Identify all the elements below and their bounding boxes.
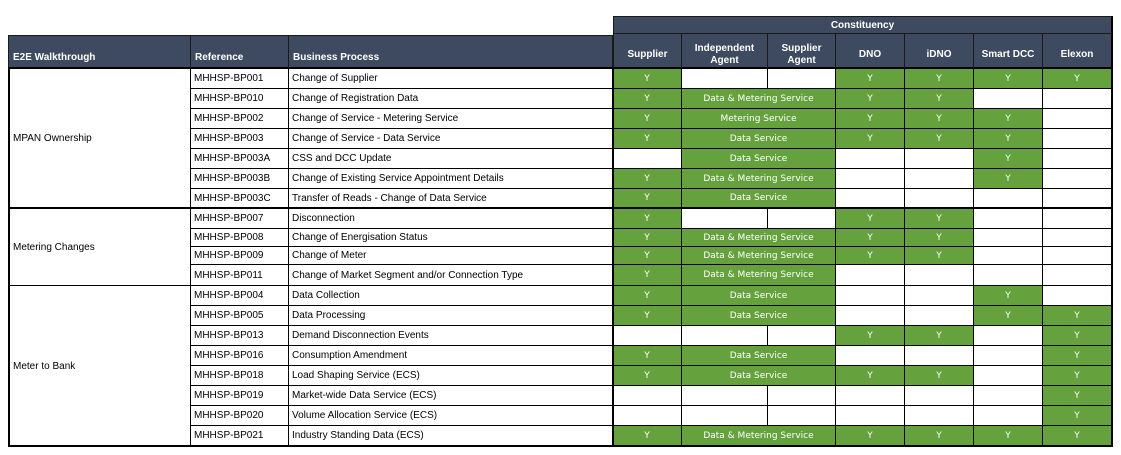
dno-cell: [836, 406, 905, 426]
idno-cell: [905, 406, 974, 426]
supplier-cell: Y: [613, 247, 682, 265]
supplier-cell: Y: [613, 229, 682, 247]
agent-service-cell: Metering Service: [682, 109, 836, 129]
business-process-cell: Data Collection: [289, 286, 613, 306]
agent-service-cell: Data Service: [682, 366, 836, 386]
elexon-cell: Y: [1043, 306, 1112, 326]
elexon-cell: [1043, 129, 1112, 149]
supplier-agent-cell: [768, 406, 836, 426]
reference-cell: MHHSP-BP004: [191, 286, 289, 306]
business-process-cell: Change of Meter: [289, 247, 613, 265]
smart-dcc-cell: [974, 189, 1043, 208]
business-process-header: Business Process: [289, 35, 613, 69]
dno-cell: Y: [836, 69, 905, 89]
dno-cell: Y: [836, 426, 905, 446]
smart-dcc-cell: Y: [974, 129, 1043, 149]
smart-dcc-cell: Y: [974, 109, 1043, 129]
agent-service-cell: Data & Metering Service: [682, 89, 836, 109]
smart-dcc-cell: [974, 247, 1043, 265]
idno-cell: [905, 286, 974, 306]
table-left-border: [8, 69, 10, 447]
supplier-cell: [613, 386, 682, 406]
reference-cell: MHHSP-BP007: [191, 209, 289, 229]
supplier-cell: Y: [613, 346, 682, 366]
independent-agent-cell: [682, 386, 768, 406]
idno-cell: Y: [905, 109, 974, 129]
supplier-agent-cell: [768, 69, 836, 89]
group-label-mpan-ownership: MPAN Ownership: [8, 69, 191, 208]
elexon-cell: Y: [1043, 346, 1112, 366]
dno-cell: Y: [836, 209, 905, 229]
reference-cell: MHHSP-BP020: [191, 406, 289, 426]
idno-cell: Y: [905, 229, 974, 247]
smart-dcc-cell: [974, 89, 1043, 109]
reference-cell: MHHSP-BP001: [191, 69, 289, 89]
business-process-cell: Change of Supplier: [289, 69, 613, 89]
reference-cell: MHHSP-BP003A: [191, 149, 289, 169]
smart-dcc-cell: Y: [974, 69, 1043, 89]
supplier-agent-header: Supplier Agent: [768, 34, 836, 69]
elexon-cell: [1043, 265, 1112, 286]
idno-cell: Y: [905, 426, 974, 446]
agent-service-cell: Data & Metering Service: [682, 169, 836, 189]
reference-cell: MHHSP-BP003: [191, 129, 289, 149]
idno-cell: [905, 346, 974, 366]
dno-cell: Y: [836, 247, 905, 265]
idno-cell: Y: [905, 69, 974, 89]
elexon-cell: Y: [1043, 426, 1112, 446]
business-process-cell: Change of Service - Metering Service: [289, 109, 613, 129]
supplier-cell: Y: [613, 69, 682, 89]
business-process-cell: Disconnection: [289, 209, 613, 229]
reference-cell: MHHSP-BP021: [191, 426, 289, 446]
supplier-cell: [613, 406, 682, 426]
independent-agent-cell: [682, 69, 768, 89]
business-process-cell: Demand Disconnection Events: [289, 326, 613, 346]
smart-dcc-cell: Y: [974, 426, 1043, 446]
smart-dcc-cell: [974, 366, 1043, 386]
group-label-metering-changes: Metering Changes: [8, 209, 191, 286]
dno-cell: [836, 346, 905, 366]
dno-cell: [836, 149, 905, 169]
elexon-cell: [1043, 209, 1112, 229]
supplier-cell: Y: [613, 209, 682, 229]
dno-cell: Y: [836, 326, 905, 346]
dno-cell: [836, 386, 905, 406]
agent-service-cell: Data Service: [682, 346, 836, 366]
constituency-header: Constituency: [613, 16, 1112, 34]
idno-cell: Y: [905, 89, 974, 109]
dno-header: DNO: [836, 34, 905, 69]
supplier-header: Supplier: [613, 34, 682, 69]
supplier-cell: [613, 149, 682, 169]
smart-dcc-cell: [974, 209, 1043, 229]
smart-dcc-cell: [974, 346, 1043, 366]
idno-cell: [905, 189, 974, 208]
supplier-cell: Y: [613, 366, 682, 386]
independent-agent-cell: [682, 326, 768, 346]
agent-service-cell: Data Service: [682, 189, 836, 208]
reference-cell: MHHSP-BP010: [191, 89, 289, 109]
table-right-border: [1111, 16, 1113, 447]
supplier-cell: Y: [613, 109, 682, 129]
column-divider: [612, 69, 614, 447]
reference-cell: MHHSP-BP005: [191, 306, 289, 326]
agent-service-cell: Data & Metering Service: [682, 426, 836, 446]
elexon-cell: [1043, 286, 1112, 306]
reference-cell: MHHSP-BP009: [191, 247, 289, 265]
elexon-cell: [1043, 149, 1112, 169]
business-process-cell: CSS and DCC Update: [289, 149, 613, 169]
smart-dcc-cell: Y: [974, 149, 1043, 169]
supplier-agent-cell: [768, 209, 836, 229]
dno-cell: [836, 265, 905, 286]
smart-dcc-cell: Y: [974, 306, 1043, 326]
supplier-cell: Y: [613, 426, 682, 446]
reference-cell: MHHSP-BP002: [191, 109, 289, 129]
elexon-cell: [1043, 229, 1112, 247]
agent-service-cell: Data Service: [682, 286, 836, 306]
smart-dcc-cell: [974, 326, 1043, 346]
dno-cell: [836, 189, 905, 208]
business-process-cell: Consumption Amendment: [289, 346, 613, 366]
idno-cell: Y: [905, 366, 974, 386]
idno-cell: Y: [905, 326, 974, 346]
idno-cell: [905, 149, 974, 169]
elexon-cell: [1043, 247, 1112, 265]
reference-cell: MHHSP-BP013: [191, 326, 289, 346]
smart-dcc-cell: Y: [974, 286, 1043, 306]
business-process-cell: Transfer of Reads - Change of Data Service: [289, 189, 613, 208]
idno-cell: Y: [905, 247, 974, 265]
reference-cell: MHHSP-BP018: [191, 366, 289, 386]
supplier-cell: Y: [613, 189, 682, 208]
independent-agent-header: Independent Agent: [682, 34, 768, 69]
idno-cell: [905, 169, 974, 189]
supplier-cell: Y: [613, 89, 682, 109]
dno-cell: Y: [836, 229, 905, 247]
dno-cell: Y: [836, 366, 905, 386]
business-process-cell: Volume Allocation Service (ECS): [289, 406, 613, 426]
agent-service-cell: Data Service: [682, 129, 836, 149]
elexon-cell: Y: [1043, 69, 1112, 89]
business-process-cell: Market-wide Data Service (ECS): [289, 386, 613, 406]
reference-header: Reference: [191, 35, 289, 69]
idno-cell: Y: [905, 129, 974, 149]
independent-agent-cell: [682, 209, 768, 229]
elexon-header: Elexon: [1043, 34, 1112, 69]
agent-service-cell: Data Service: [682, 149, 836, 169]
agent-service-cell: Data & Metering Service: [682, 265, 836, 286]
group-label-meter-to-bank: Meter to Bank: [8, 286, 191, 446]
reference-cell: MHHSP-BP011: [191, 265, 289, 286]
supplier-cell: Y: [613, 169, 682, 189]
supplier-cell: Y: [613, 265, 682, 286]
elexon-cell: Y: [1043, 366, 1112, 386]
idno-cell: [905, 386, 974, 406]
business-process-cell: Change of Service - Data Service: [289, 129, 613, 149]
smart-dcc-cell: Y: [974, 169, 1043, 189]
business-process-cell: Change of Registration Data: [289, 89, 613, 109]
supplier-cell: Y: [613, 286, 682, 306]
smart-dcc-cell: [974, 229, 1043, 247]
reference-cell: MHHSP-BP019: [191, 386, 289, 406]
independent-agent-cell: [682, 406, 768, 426]
supplier-cell: Y: [613, 306, 682, 326]
supplier-agent-cell: [768, 326, 836, 346]
dno-cell: Y: [836, 109, 905, 129]
elexon-cell: [1043, 109, 1112, 129]
business-process-cell: Change of Energisation Status: [289, 229, 613, 247]
dno-cell: [836, 306, 905, 326]
agent-service-cell: Data & Metering Service: [682, 229, 836, 247]
smart-dcc-cell: [974, 265, 1043, 286]
reference-cell: MHHSP-BP003C: [191, 189, 289, 208]
business-process-cell: Data Processing: [289, 306, 613, 326]
agent-service-cell: Data & Metering Service: [682, 247, 836, 265]
elexon-cell: Y: [1043, 326, 1112, 346]
smart-dcc-cell: [974, 386, 1043, 406]
business-process-cell: Change of Existing Service Appointment Details: [289, 169, 613, 189]
idno-header: iDNO: [905, 34, 974, 69]
elexon-cell: Y: [1043, 406, 1112, 426]
reference-cell: MHHSP-BP016: [191, 346, 289, 366]
reference-cell: MHHSP-BP003B: [191, 169, 289, 189]
business-process-cell: Load Shaping Service (ECS): [289, 366, 613, 386]
business-process-cell: Industry Standing Data (ECS): [289, 426, 613, 446]
smart-dcc-header: Smart DCC: [974, 34, 1043, 69]
supplier-cell: Y: [613, 129, 682, 149]
dno-cell: Y: [836, 129, 905, 149]
dno-cell: [836, 286, 905, 306]
agent-service-cell: Data Service: [682, 306, 836, 326]
group-separator: [8, 445, 1113, 447]
reference-cell: MHHSP-BP008: [191, 229, 289, 247]
dno-cell: [836, 169, 905, 189]
elexon-cell: Y: [1043, 386, 1112, 406]
supplier-cell: [613, 326, 682, 346]
elexon-cell: [1043, 189, 1112, 208]
elexon-cell: [1043, 89, 1112, 109]
idno-cell: [905, 306, 974, 326]
elexon-cell: [1043, 169, 1112, 189]
idno-cell: [905, 265, 974, 286]
supplier-agent-cell: [768, 386, 836, 406]
smart-dcc-cell: [974, 406, 1043, 426]
e2e-walkthrough-header: E2E Walkthrough: [8, 35, 191, 69]
dno-cell: Y: [836, 89, 905, 109]
business-process-cell: Change of Market Segment and/or Connection Type: [289, 265, 613, 286]
idno-cell: Y: [905, 209, 974, 229]
